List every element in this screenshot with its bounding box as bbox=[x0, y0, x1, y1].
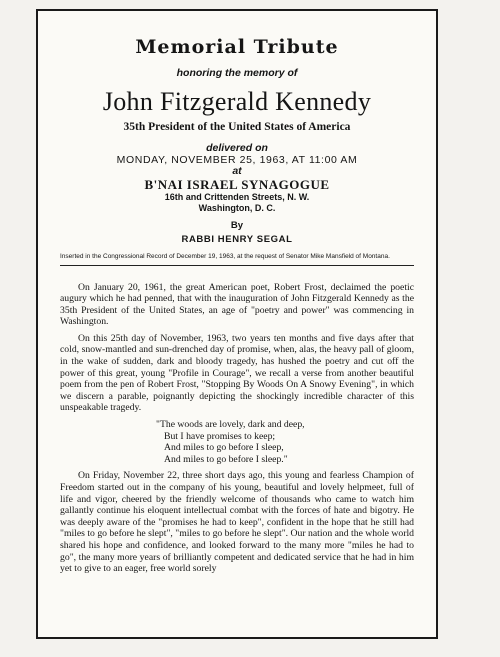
venue-name: B'NAI ISRAEL SYNAGOGUE bbox=[144, 177, 330, 192]
paragraph-1: On January 20, 1961, the great American poet, Robert Frost, declaimed the poetic augury which he had penned, that with the inauguration of John Fitzgerald Kennedy as the 35th President of the United States, an age of "poetry and power" was commencing in Washington. bbox=[60, 281, 414, 328]
delivered-on-label: delivered on bbox=[206, 142, 268, 154]
venue-address-city: Washington, D. C. bbox=[198, 203, 276, 213]
memorial-document bbox=[36, 9, 438, 639]
honoree-office: 35th President of the United States of America bbox=[123, 121, 351, 133]
poem-line: But I have promises to keep; bbox=[164, 430, 276, 442]
delivery-date: MONDAY, NOVEMBER 25, 1963, AT 11:00 AM bbox=[116, 154, 358, 166]
honoree-name: John Fitzgerald Kennedy bbox=[102, 87, 372, 116]
congressional-record-note: Inserted in the Congressional Record of December 19, 1963, at the request of Senator Mike Mansfield of Montana. bbox=[60, 253, 390, 260]
poem-line: "The woods are lovely, dark and deep, bbox=[156, 419, 305, 431]
document-subtitle: honoring the memory of bbox=[176, 67, 298, 79]
paragraph-3: On Friday, November 22, three short days ago, this young and fearless Champion of Freedom started out in the company of his young, beautiful and lovely helpmeet, full of life and vigor, cheered by the friendly welcome of thousands who came to watch him gallantly continue his eloquent intellectual combat with the forces of hate and bigotry. He was deeply aware of the "promises he had to keep", confident in the hope that he still had "miles to go before he slept", "miles to go before he slept". Our nation and the whole world shared his hope and confidence, and looked forward to the many more "miles he had to go", the many more years of brilliantly competent and dedicated service that he had in him yet to give to an eager, free world sorely bbox=[60, 470, 414, 575]
tribute-body bbox=[60, 282, 414, 575]
poem-line: And miles to go before I sleep, bbox=[164, 442, 284, 454]
document-header bbox=[60, 35, 414, 245]
venue-address-street: 16th and Crittenden Streets, N. W. bbox=[164, 192, 310, 202]
header-divider bbox=[60, 265, 414, 266]
paragraph-2: On this 25th day of November, 1963, two years ten months and five days after that cold, snow-mantled and sun-drenched day of promise, when, alas, the heavy pall of gloom, in the wake of sudden, dark and bloody tragedy, has hushed the poetry and cut off the power of this great, young "Profile in Courage", we recall a verse from another beautiful poem from the pen of Robert Frost, "Stopping By Woods On A Snowy Evening", in which we discern a parable, poignantly depicting the shockingly incredible character of this unspeakable tragedy. bbox=[60, 332, 414, 414]
at-label: at bbox=[232, 165, 242, 177]
by-label: By bbox=[230, 220, 244, 231]
author-name: RABBI HENRY SEGAL bbox=[181, 234, 293, 245]
document-title: Memorial Tribute bbox=[135, 36, 339, 58]
poem-line: And miles to go before I sleep." bbox=[164, 453, 288, 465]
poem-quote bbox=[156, 419, 414, 465]
